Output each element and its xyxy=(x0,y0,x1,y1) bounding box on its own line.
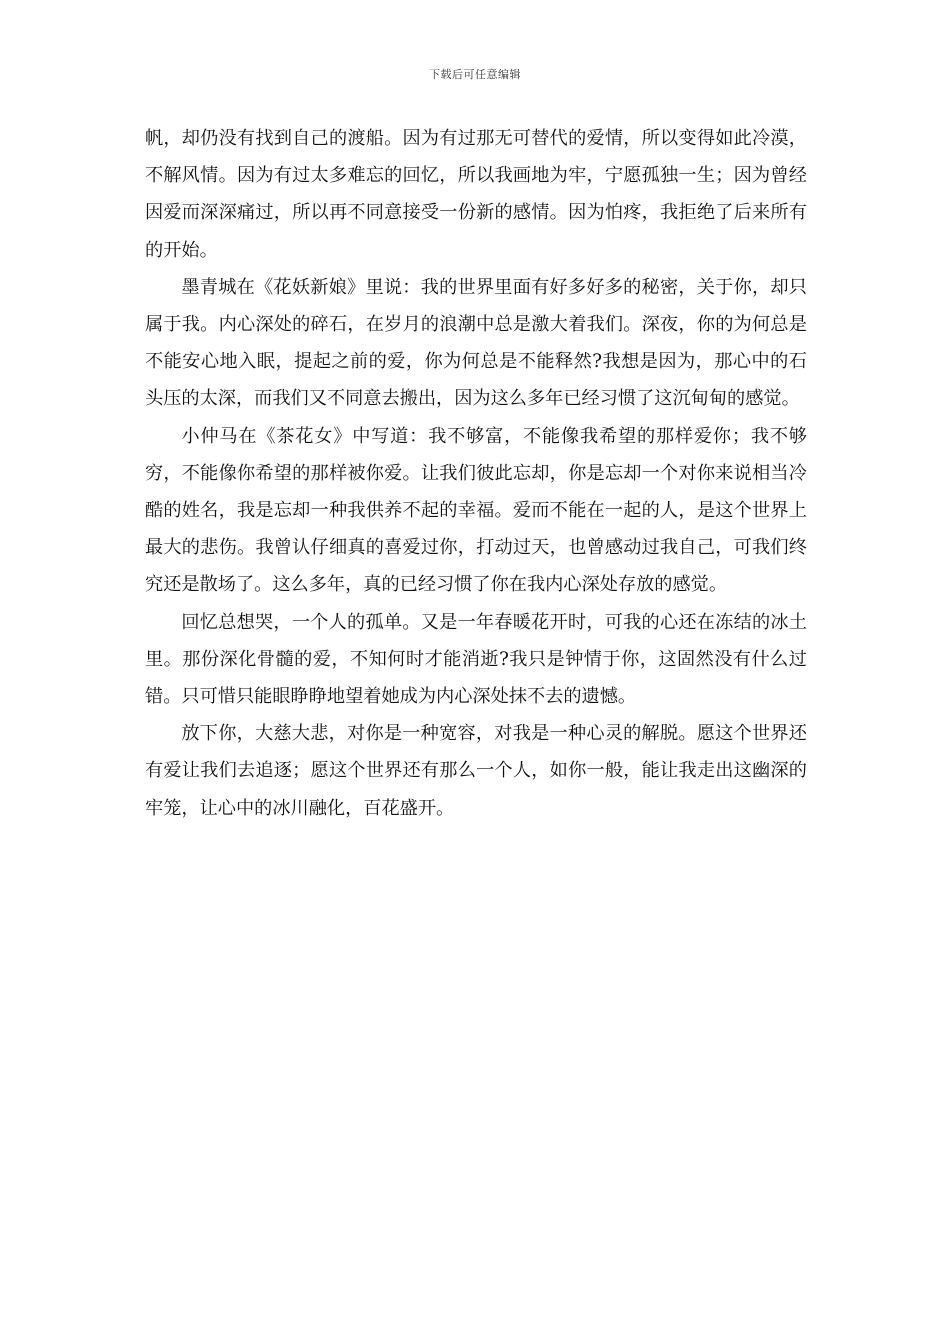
document-body xyxy=(145,120,807,827)
paragraph: 帆，却仍没有找到自己的渡船。因为有过那无可替代的爱情，所以变得如此冷漠，不解风情。因为有过太多难忘的回忆，所以我画地为牢，宁愿孤独一生；因为曾经因爱而深深痛过，所以再不同意接受一份新的感情。因为怕疼，我拒绝了后来所有的开始。 xyxy=(145,128,807,261)
paragraph: 小仲马在《茶花女》中写道：我不够富，不能像我希望的那样爱你；我不够穷，不能像你希望的那样被你爱。让我们彼此忘却，你是忘却一个对你来说相当冷酷的姓名，我是忘却一种我供养不起的幸福。爱而不能在一起的人，是这个世界上最大的悲伤。我曾认仔细真的喜爱过你，打动过天，也曾感动过我自己，可我们终究还是散场了。这么多年，真的已经习惯了你在我内心深处存放的感觉。 xyxy=(145,425,807,596)
page-header: 下载后可任意编辑 xyxy=(429,68,521,81)
paragraph: 回忆总想哭，一个人的孤单。又是一年春暖花开时，可我的心还在冻结的冰土里。那份深化骨髓的爱，不知何时才能消逝?我只是钟情于你，这固然没有什么过错。只可惜只能眼睁睁地望着她成为内心深处抹不去的遗憾。 xyxy=(145,611,807,708)
paragraph: 放下你，大慈大悲，对你是一种宽容，对我是一种心灵的解脱。愿这个世界还有爱让我们去追逐；愿这个世界还有那么一个人，如你一般，能让我走出这幽深的牢笼，让心中的冰川融化，百花盛开。 xyxy=(145,723,807,819)
paragraph: 墨青城在《花妖新娘》里说：我的世界里面有好多好多的秘密，关于你，却只属于我。内心深处的碎石，在岁月的浪潮中总是激大着我们。深夜，你的为何总是不能安心地入眠，提起之前的爱，你为何总是不能释然?我想是因为，那心中的石头压的太深，而我们又不同意去搬出，因为这么多年已经习惯了这沉甸甸的感觉。 xyxy=(145,276,807,410)
